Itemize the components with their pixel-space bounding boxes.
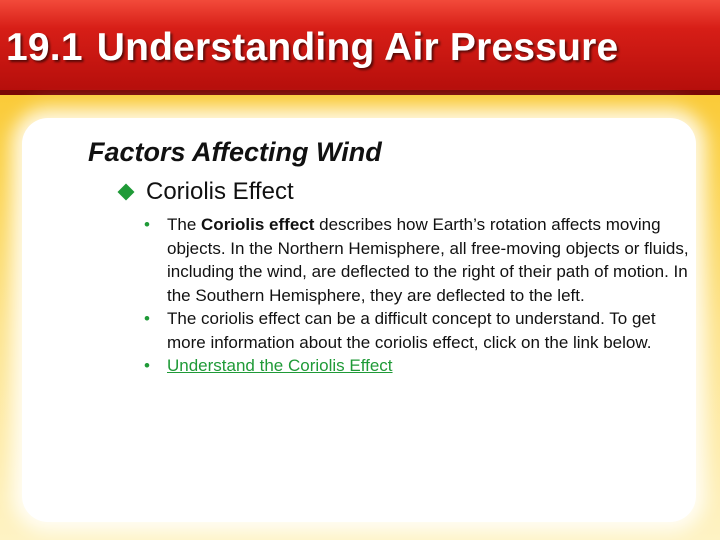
bullet-dot-icon: •	[144, 356, 150, 375]
section-heading: Factors Affecting Wind	[88, 137, 382, 167]
bullet-1-lead: The	[167, 215, 202, 234]
bullet-1-rest: describes how Earth’s rotation affects moving objects. In the Northern Hemisphere, all free-moving objects or fluids, including the wind, are deflected to the right of their path of motion. In the Southern Hemisphere, they are deflected to the left.	[167, 215, 689, 305]
bullet-dot-icon: •	[144, 215, 150, 234]
diamond-icon	[118, 184, 135, 201]
title-bar	[0, 0, 720, 95]
sub-heading-label: Coriolis Effect	[146, 178, 294, 205]
list-item	[144, 213, 692, 307]
title-text: Understanding Air Pressure	[96, 26, 619, 69]
bullet-1-term: Coriolis effect	[201, 215, 315, 234]
bullet-dot-icon: •	[144, 309, 150, 328]
coriolis-link[interactable]: Understand the Coriolis Effect	[167, 356, 393, 375]
slide-title	[6, 26, 618, 70]
list-item	[144, 307, 692, 354]
bullet-2-text: The coriolis effect can be a difficult concept to understand. To get more information about the coriolis effect, click on the link below.	[167, 309, 656, 352]
section-number: 19.1	[6, 26, 83, 69]
sub-heading	[116, 177, 294, 207]
bullet-list	[144, 213, 692, 378]
list-item	[144, 354, 692, 378]
